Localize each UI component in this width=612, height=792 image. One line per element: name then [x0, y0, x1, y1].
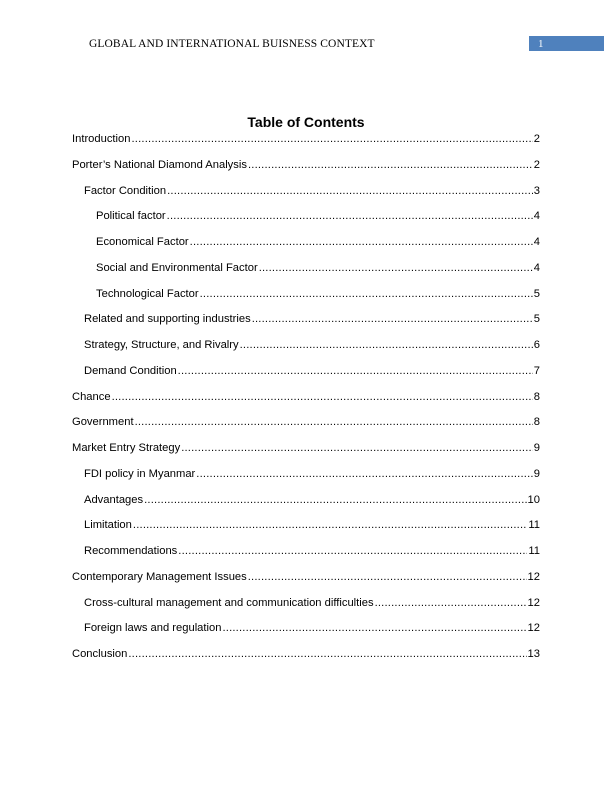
toc-dot-leader — [128, 646, 526, 662]
toc-entry-label: Technological Factor — [96, 287, 199, 300]
toc-entry-page-number: 4 — [533, 210, 540, 223]
toc-entry[interactable] — [72, 157, 540, 183]
toc-entry-page-number: 8 — [533, 416, 540, 429]
toc-entry-label: Chance — [72, 390, 111, 403]
toc-entry[interactable] — [72, 286, 540, 312]
toc-entry[interactable] — [72, 311, 540, 337]
toc-dot-leader — [259, 260, 533, 276]
toc-entry-page-number: 3 — [533, 184, 540, 197]
toc-entry-label: Contemporary Management Issues — [72, 570, 247, 583]
toc-entry[interactable] — [72, 208, 540, 234]
toc-entry-page-number: 7 — [533, 364, 540, 377]
toc-entry-label: Porter’s National Diamond Analysis — [72, 158, 247, 171]
toc-entry-label: Factor Condition — [84, 184, 167, 197]
toc-entry[interactable] — [72, 466, 540, 492]
toc-entry[interactable] — [72, 569, 540, 595]
toc-entry-label: Limitation — [84, 519, 132, 532]
toc-entry-label: Social and Environmental Factor — [96, 261, 258, 274]
toc-entry-label: Government — [72, 416, 134, 429]
toc-entry-label: Advantages — [84, 493, 144, 506]
toc-entry-label: Demand Condition — [84, 364, 177, 377]
toc-entry-label: Political factor — [96, 210, 166, 223]
toc-entry-label: Cross-cultural management and communication difficulties — [84, 596, 374, 609]
toc-entry-page-number: 12 — [527, 622, 540, 635]
toc-dot-leader — [252, 311, 533, 327]
toc-dot-leader — [240, 337, 533, 353]
toc-entry-page-number: 10 — [527, 493, 540, 506]
toc-entry[interactable] — [72, 260, 540, 286]
toc-dot-leader — [190, 234, 533, 250]
toc-dot-leader — [167, 208, 533, 224]
toc-entry[interactable] — [72, 492, 540, 518]
toc-entry-page-number: 5 — [533, 313, 540, 326]
toc-dot-leader — [131, 131, 532, 147]
toc-entry[interactable] — [72, 131, 540, 157]
toc-entry-label: Market Entry Strategy — [72, 442, 181, 454]
toc-dot-leader — [144, 492, 526, 508]
toc-entry[interactable] — [72, 234, 540, 260]
toc-entry[interactable] — [72, 414, 540, 440]
toc-entry-page-number: 9 — [533, 467, 540, 480]
toc-entry[interactable] — [72, 337, 540, 363]
toc-dot-leader — [196, 466, 532, 482]
toc-entry[interactable] — [72, 183, 540, 209]
toc-dot-leader — [200, 286, 533, 302]
toc-entry-label: Strategy, Structure, and Rivalry — [84, 339, 239, 351]
running-header-title: GLOBAL AND INTERNATIONAL BUISNESS CONTEXT — [89, 38, 375, 50]
table-of-contents — [72, 131, 540, 672]
toc-dot-leader — [222, 620, 526, 636]
toc-entry[interactable] — [72, 595, 540, 621]
toc-dot-leader — [248, 569, 527, 585]
toc-entry-label: Conclusion — [72, 648, 128, 660]
toc-entry-label: FDI policy in Myanmar — [84, 467, 196, 480]
toc-entry-label: Recommendations — [84, 545, 178, 557]
toc-entry-label: Economical Factor — [96, 236, 189, 248]
toc-dot-leader — [167, 183, 533, 199]
toc-dot-leader — [135, 414, 533, 430]
toc-entry-page-number: 11 — [528, 545, 540, 557]
toc-entry-page-number: 6 — [533, 339, 540, 351]
toc-entry[interactable] — [72, 543, 540, 569]
toc-entry-page-number: 9 — [533, 442, 540, 454]
page-number-badge: 1 — [529, 36, 604, 51]
toc-entry-page-number: 4 — [533, 261, 540, 274]
toc-entry-page-number: 4 — [533, 236, 540, 248]
toc-dot-leader — [181, 440, 533, 456]
toc-entry-label: Introduction — [72, 133, 131, 145]
toc-entry-label: Foreign laws and regulation — [84, 622, 222, 635]
toc-entry[interactable] — [72, 620, 540, 646]
toc-entry[interactable] — [72, 363, 540, 389]
toc-heading: Table of Contents — [247, 114, 365, 130]
toc-dot-leader — [133, 517, 527, 533]
toc-entry-page-number: 11 — [528, 519, 540, 532]
toc-entry-page-number: 13 — [527, 648, 540, 660]
toc-dot-leader — [178, 363, 533, 379]
toc-entry-page-number: 12 — [527, 596, 540, 609]
toc-entry-page-number: 2 — [533, 158, 540, 171]
toc-dot-leader — [248, 157, 533, 173]
toc-dot-leader — [375, 595, 527, 611]
toc-entry-page-number: 12 — [527, 570, 540, 583]
toc-entry[interactable] — [72, 389, 540, 415]
toc-dot-leader — [178, 543, 527, 559]
toc-entry-page-number: 5 — [533, 287, 540, 300]
toc-entry[interactable] — [72, 646, 540, 672]
toc-entry[interactable] — [72, 517, 540, 543]
toc-entry[interactable] — [72, 440, 540, 466]
toc-entry-label: Related and supporting industries — [84, 313, 251, 326]
toc-entry-page-number: 8 — [533, 390, 540, 403]
toc-entry-page-number: 2 — [533, 133, 540, 145]
toc-dot-leader — [112, 389, 533, 405]
